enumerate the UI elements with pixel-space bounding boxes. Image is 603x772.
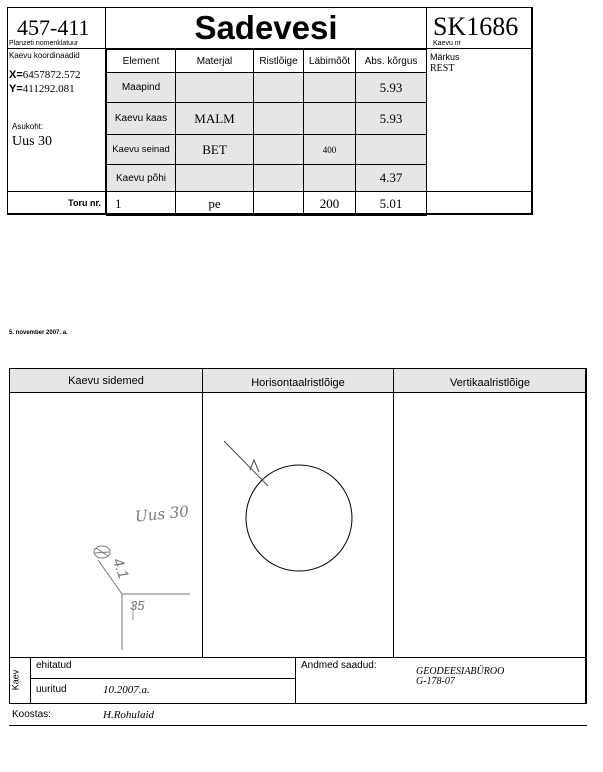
col-header-abs-height: Abs. kõrgus xyxy=(356,50,427,73)
x-coordinate xyxy=(9,69,81,81)
date-line: 5. november 2007. a. xyxy=(9,330,68,336)
nomenclature-label: Planzeti nomenklatuur xyxy=(9,40,79,47)
y-coordinate xyxy=(9,83,75,95)
manhole-id: SK1686 xyxy=(433,12,519,41)
footer-bottom-line xyxy=(9,725,587,726)
row-material xyxy=(176,73,254,103)
col-header-material: Materjal xyxy=(176,50,254,73)
col-header-cross-section: Ristlõige xyxy=(254,50,304,73)
row-abs-height: 5.93 xyxy=(356,73,427,103)
row-element: Kaevu põhi xyxy=(107,165,176,192)
section-title-connections: Kaevu sidemed xyxy=(68,375,144,387)
footer-mid-line xyxy=(9,703,587,704)
source-code: G-178-07 xyxy=(416,676,455,687)
row-abs-height: 5.93 xyxy=(356,103,427,135)
row-cross-section xyxy=(254,192,304,216)
sketch-frame xyxy=(9,368,587,658)
coordinates-label: Kaevu koordinaadid xyxy=(9,51,80,60)
pipe-label: Toru nr. xyxy=(68,198,101,208)
source-name: GEODEESIABÜROO xyxy=(416,666,505,677)
row-diameter xyxy=(304,73,356,103)
row-material: pe xyxy=(176,192,254,216)
row-pipe-number: 1 xyxy=(107,192,176,216)
divider-2 xyxy=(393,369,394,657)
divider-1 xyxy=(202,369,203,657)
title-cell xyxy=(106,7,426,49)
section-title-vertical: Vertikaalristlõige xyxy=(449,377,531,389)
row-diameter: 200 xyxy=(304,192,356,216)
footer-source-cell xyxy=(295,657,587,703)
measured-value: 10.2007.a. xyxy=(103,684,150,696)
row-diameter xyxy=(304,165,356,192)
manhole-id-label: Kaevu nr xyxy=(433,40,462,47)
coordinates-cell xyxy=(7,49,106,191)
footer-side-cell xyxy=(9,657,31,703)
table-row xyxy=(107,135,427,165)
row-element: Kaevu seinad xyxy=(107,135,176,165)
row-cross-section xyxy=(254,165,304,192)
author-label: Koostas: xyxy=(12,709,51,720)
row-material xyxy=(176,165,254,192)
nomenclature-value: 457-411 xyxy=(17,15,90,40)
table-row xyxy=(107,73,427,103)
row-diameter: 400 xyxy=(304,135,356,165)
table-row xyxy=(107,165,427,192)
row-material: MALM xyxy=(176,103,254,135)
row-abs-height: 4.37 xyxy=(356,165,427,192)
source-label: Andmed saadud: xyxy=(301,660,377,671)
remarks-label: Märkus xyxy=(430,52,460,62)
row-element: Kaevu kaas xyxy=(107,103,176,135)
row-cross-section xyxy=(254,73,304,103)
location-value: Uus 30 xyxy=(12,134,53,149)
y-value: 411292.081 xyxy=(22,83,75,95)
table-row xyxy=(107,192,427,216)
row-element: Maapind xyxy=(107,73,176,103)
section-title-horizontal: Horisontaalristlõige xyxy=(251,377,345,389)
measured-label: uuritud xyxy=(36,684,67,695)
sketch-distance-2: 35 xyxy=(130,598,145,613)
row-cross-section xyxy=(254,103,304,135)
sketch-street-label: Uus 30 xyxy=(134,502,190,526)
x-label: X= xyxy=(9,69,23,81)
table-row xyxy=(107,103,427,135)
footer-built-row xyxy=(31,657,295,679)
sketch-distance-1: 4.1 xyxy=(108,555,132,582)
footer-side-label: Kaev xyxy=(10,669,21,691)
id-cell xyxy=(426,7,533,49)
x-value: 6457872.572 xyxy=(22,69,81,81)
manhole-table xyxy=(106,49,427,216)
row-diameter xyxy=(304,103,356,135)
remarks-cell xyxy=(426,49,533,191)
col-header-element: Element xyxy=(107,50,176,73)
built-label: ehitatud xyxy=(36,660,72,671)
remarks-bottom-cell xyxy=(426,191,533,215)
nomenclature-cell xyxy=(7,7,106,49)
remarks-value: REST xyxy=(430,63,455,74)
row-material: BET xyxy=(176,135,254,165)
card-title: Sadevesi xyxy=(194,9,338,46)
y-label: Y= xyxy=(9,83,23,95)
row-abs-height xyxy=(356,135,427,165)
pipe-label-cell xyxy=(7,191,106,215)
row-cross-section xyxy=(254,135,304,165)
author-value: H.Rohulaid xyxy=(103,709,155,721)
col-header-diameter: Läbimõõt xyxy=(304,50,356,73)
location-label: Asukoht: xyxy=(12,122,44,131)
footer-measured-row xyxy=(31,679,295,703)
row-abs-height: 5.01 xyxy=(356,192,427,216)
